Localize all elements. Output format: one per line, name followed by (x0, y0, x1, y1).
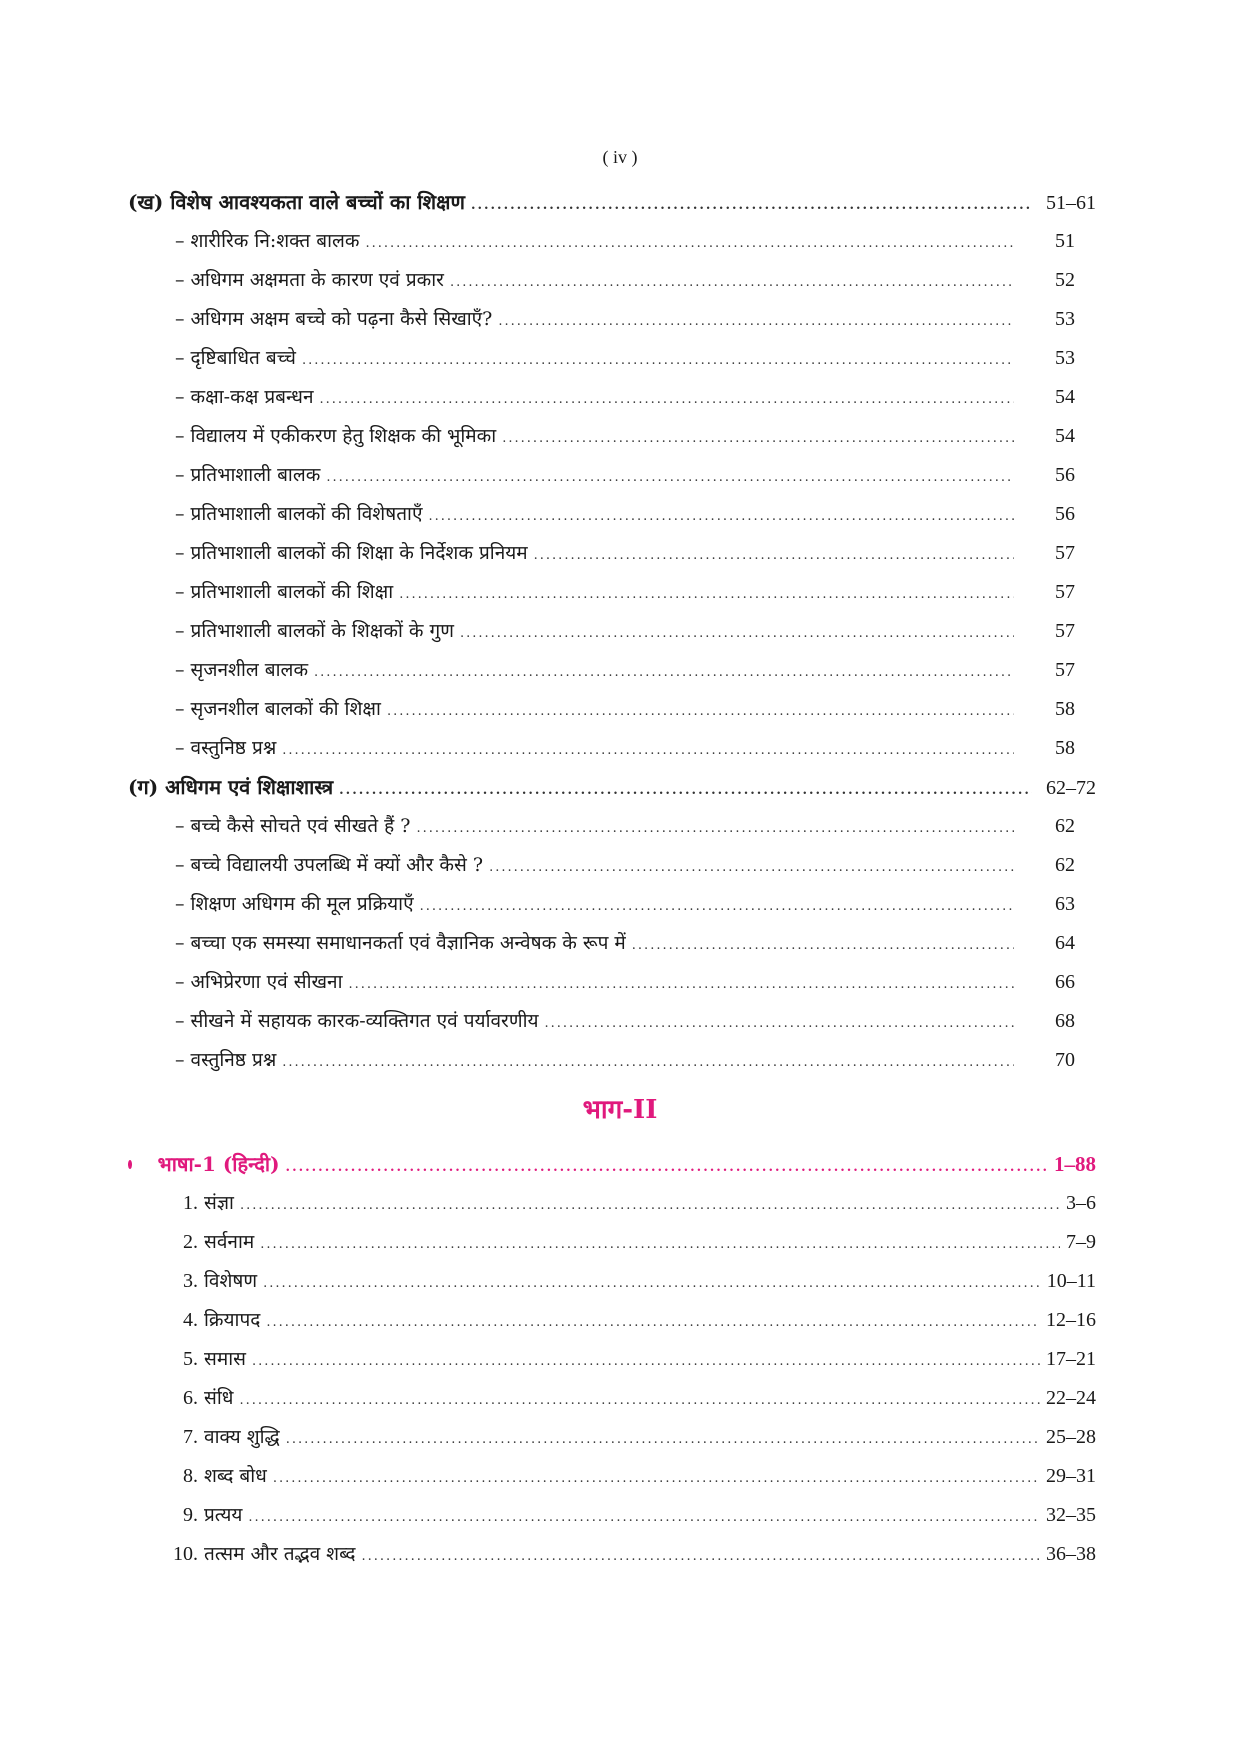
toc-item-label: – प्रतिभाशाली बालकों की विशेषताएँ (175, 503, 423, 525)
bullet-icon (128, 1160, 132, 1169)
chapter-pages: 17–21 (1046, 1348, 1096, 1370)
toc-item[interactable] (175, 378, 1020, 417)
toc-item[interactable] (175, 963, 1020, 1002)
toc-item-label: – वस्तुनिष्ठ प्रश्न (175, 737, 277, 759)
leader-dots (263, 1264, 1041, 1301)
section-pages: 51–61 (1046, 192, 1096, 214)
chapter-number: 2. (183, 1231, 198, 1253)
toc-item-page: 54 (1055, 386, 1075, 408)
toc-item[interactable] (175, 1002, 1020, 1041)
leader-dots (302, 341, 1014, 378)
leader-dots (260, 1225, 1060, 1262)
leader-dots (286, 1148, 1048, 1184)
leader-dots (248, 1498, 1040, 1535)
chapter-item[interactable] (172, 1379, 1096, 1418)
leader-dots (320, 380, 1014, 417)
toc-item-page: 66 (1055, 971, 1075, 993)
toc-item-label: – सृजनशील बालकों की शिक्षा (175, 698, 381, 720)
leader-dots (416, 809, 1014, 846)
leader-dots (349, 965, 1015, 1002)
chapter-number: 10. (173, 1543, 198, 1565)
chapter-number: 5. (183, 1348, 198, 1370)
chapter-pages: 32–35 (1046, 1504, 1096, 1526)
leader-dots (387, 692, 1014, 729)
chapter-label: तत्सम और तद्भव शब्द (204, 1543, 356, 1565)
leader-dots (240, 1186, 1060, 1223)
toc-item-label: – प्रतिभाशाली बालकों के शिक्षकों के गुण (175, 620, 454, 642)
language-pages: 1–88 (1054, 1152, 1096, 1176)
toc-item-page: 54 (1055, 425, 1075, 447)
toc-item-label: – बच्चे कैसे सोचते एवं सीखते हैं ? (175, 815, 411, 837)
leader-dots (502, 419, 1014, 456)
toc-item[interactable] (175, 222, 1020, 261)
toc-item-page: 57 (1055, 620, 1075, 642)
toc-item-label: – अधिगम अक्षमता के कारण एवं प्रकार (175, 269, 444, 291)
toc-item[interactable] (175, 651, 1020, 690)
chapter-label: शब्द बोध (204, 1465, 267, 1487)
section-title: (ग) अधिगम एवं शिक्षाशास्त्र (128, 775, 334, 799)
toc-item-page: 51 (1055, 230, 1075, 252)
leader-dots (273, 1459, 1040, 1496)
chapter-label: विशेषण (204, 1270, 258, 1292)
toc-item-label: – अभिप्रेरणा एवं सीखना (175, 971, 343, 993)
leader-dots (489, 848, 1014, 885)
leader-dots (534, 536, 1014, 573)
chapter-item[interactable] (172, 1184, 1096, 1223)
leader-dots (460, 614, 1014, 651)
chapter-label: प्रत्यय (204, 1504, 243, 1526)
chapter-label: संधि (204, 1387, 234, 1409)
chapter-item[interactable] (172, 1301, 1096, 1340)
chapter-number: 7. (183, 1426, 198, 1448)
chapter-item[interactable] (172, 1223, 1096, 1262)
chapter-item[interactable] (172, 1262, 1096, 1301)
chapter-pages: 22–24 (1046, 1387, 1096, 1409)
toc-item[interactable] (175, 807, 1020, 846)
toc-item-page: 52 (1055, 269, 1075, 291)
chapter-pages: 12–16 (1046, 1309, 1096, 1331)
toc-item-label: – बच्चा एक समस्या समाधानकर्ता एवं वैज्ञानिक अन्वेषक के रूप में (175, 932, 626, 954)
page-number: ( iv ) (602, 147, 638, 167)
toc-item-page: 57 (1055, 659, 1075, 681)
chapter-item[interactable] (172, 1535, 1096, 1574)
leader-dots (286, 1420, 1040, 1457)
leader-dots (450, 263, 1014, 300)
leader-dots (420, 887, 1014, 924)
toc-item[interactable] (175, 417, 1020, 456)
leader-dots (545, 1004, 1014, 1041)
toc-item-page: 58 (1055, 698, 1075, 720)
toc-item-page: 68 (1055, 1010, 1075, 1032)
toc-item-page: 56 (1055, 464, 1075, 486)
toc-item-page: 62 (1055, 815, 1075, 837)
leader-dots (314, 653, 1014, 690)
chapter-label: संज्ञा (204, 1192, 234, 1214)
toc-item-label: – अधिगम अक्षम बच्चे को पढ़ना कैसे सिखाएँ? (175, 308, 493, 330)
chapter-label: क्रियापद (204, 1309, 261, 1331)
leader-dots (362, 1537, 1040, 1574)
chapter-pages: 29–31 (1046, 1465, 1096, 1487)
chapter-number: 1. (183, 1192, 198, 1214)
chapter-number: 9. (183, 1504, 198, 1526)
toc-item-label: – दृष्टिबाधित बच्चे (175, 347, 296, 369)
toc-item-label: – प्रतिभाशाली बालकों की शिक्षा के निर्देशक प्रनियम (175, 542, 528, 564)
leader-dots (326, 458, 1014, 495)
toc-item-label: – बच्चे विद्यालयी उपलब्धि में क्यों और कैसे ? (175, 854, 484, 876)
section-heading-kha[interactable] (128, 183, 1096, 222)
leader-dots (632, 926, 1014, 963)
leader-dots (239, 1381, 1040, 1418)
toc-item-label: – सीखने में सहायक कारक-व्यक्तिगत एवं पर्यावरणीय (175, 1010, 539, 1032)
toc-item-page: 63 (1055, 893, 1075, 915)
chapter-item[interactable] (172, 1457, 1096, 1496)
toc-item[interactable] (175, 1041, 1020, 1080)
chapter-pages: 36–38 (1046, 1543, 1096, 1565)
chapter-number: 3. (183, 1270, 198, 1292)
chapter-label: वाक्य शुद्धि (204, 1426, 280, 1448)
toc-item-label: – वस्तुनिष्ठ प्रश्न (175, 1049, 277, 1071)
leader-dots (498, 302, 1014, 339)
chapter-label: सर्वनाम (204, 1231, 255, 1253)
section-pages: 62–72 (1046, 777, 1096, 799)
toc-item-page: 53 (1055, 308, 1075, 330)
toc-item-page: 56 (1055, 503, 1075, 525)
toc-item[interactable] (175, 846, 1020, 885)
chapter-pages: 25–28 (1046, 1426, 1096, 1448)
toc-item[interactable] (175, 885, 1020, 924)
toc-item[interactable] (175, 300, 1020, 339)
language-heading[interactable] (128, 1145, 1096, 1184)
toc-item-page: 57 (1055, 581, 1075, 603)
leader-dots (428, 497, 1014, 534)
leader-dots (399, 575, 1014, 612)
chapter-item[interactable] (172, 1340, 1096, 1379)
chapter-label: समास (204, 1348, 246, 1370)
toc-item-label: – प्रतिभाशाली बालक (175, 464, 321, 486)
toc-item-label: – शिक्षण अधिगम की मूल प्रक्रियाएँ (175, 893, 414, 915)
leader-dots (266, 1303, 1040, 1340)
leader-dots (282, 1043, 1014, 1080)
chapter-pages: 10–11 (1046, 1270, 1096, 1292)
toc-item[interactable] (175, 456, 1020, 495)
toc-item[interactable] (175, 261, 1020, 300)
toc-item[interactable] (175, 573, 1020, 612)
chapter-item[interactable] (172, 1496, 1096, 1535)
toc-item[interactable] (175, 924, 1020, 963)
toc-item[interactable] (175, 612, 1020, 651)
toc-item-label: – सृजनशील बालक (175, 659, 309, 681)
toc-item-page: 64 (1055, 932, 1075, 954)
toc-item-page: 53 (1055, 347, 1075, 369)
leader-dots (339, 771, 1032, 807)
part-title: भाग-II (582, 1095, 658, 1125)
toc-item[interactable] (175, 495, 1020, 534)
leader-dots (365, 224, 1014, 261)
chapter-number: 6. (183, 1387, 198, 1409)
chapter-number: 8. (183, 1465, 198, 1487)
leader-dots (282, 731, 1014, 768)
toc-item-label: – विद्यालय में एकीकरण हेतु शिक्षक की भूमिका (175, 425, 497, 447)
section-title: (ख) विशेष आवश्यकता वाले बच्चों का शिक्षण (128, 190, 465, 214)
toc-item-label: – शारीरिक नि:शक्त बालक (175, 230, 360, 252)
toc-item-page: 58 (1055, 737, 1075, 759)
toc-item-page: 62 (1055, 854, 1075, 876)
toc-item-page: 70 (1055, 1049, 1075, 1071)
toc-item[interactable] (175, 534, 1020, 573)
toc-item-label: – कक्षा-कक्ष प्रबन्धन (175, 386, 314, 408)
chapter-pages: 7–9 (1066, 1231, 1096, 1253)
toc-item-page: 57 (1055, 542, 1075, 564)
toc-item-label: – प्रतिभाशाली बालकों की शिक्षा (175, 581, 394, 603)
chapter-number: 4. (183, 1309, 198, 1331)
chapter-item[interactable] (172, 1418, 1096, 1457)
toc-item[interactable] (175, 690, 1020, 729)
leader-dots (471, 186, 1032, 222)
toc-item[interactable] (175, 339, 1020, 378)
language-title: भाषा-1 (हिन्दी) (157, 1152, 280, 1176)
chapter-pages: 3–6 (1066, 1192, 1096, 1214)
toc-item[interactable] (175, 729, 1020, 768)
leader-dots (252, 1342, 1040, 1379)
section-heading-ga[interactable] (128, 768, 1096, 807)
